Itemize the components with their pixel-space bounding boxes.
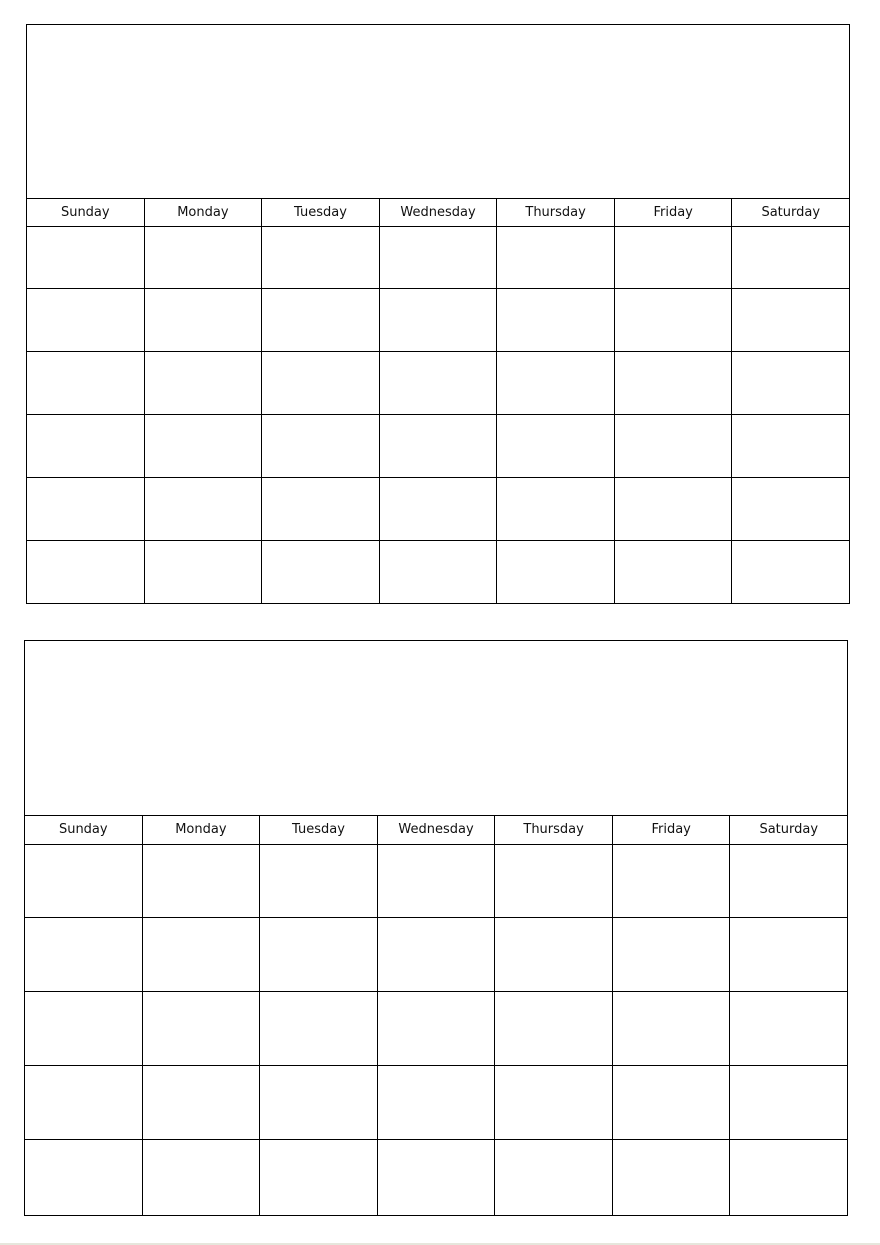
day-cell[interactable] <box>497 226 615 288</box>
day-cell[interactable] <box>732 415 849 477</box>
week-row <box>27 289 849 352</box>
weekday-wednesday: Wednesday <box>380 198 498 226</box>
day-cell[interactable] <box>730 1140 847 1215</box>
day-cell[interactable] <box>497 289 615 351</box>
day-cell[interactable] <box>260 992 378 1065</box>
calendar-2 <box>24 640 848 1216</box>
day-cell[interactable] <box>732 289 849 351</box>
day-cell[interactable] <box>262 415 380 477</box>
day-cell[interactable] <box>615 289 733 351</box>
day-cell[interactable] <box>613 1140 731 1215</box>
day-cell[interactable] <box>262 478 380 540</box>
day-cell[interactable] <box>145 289 263 351</box>
day-cell[interactable] <box>25 1140 143 1215</box>
day-cell[interactable] <box>260 844 378 917</box>
day-cell[interactable] <box>145 415 263 477</box>
day-cell[interactable] <box>732 226 849 288</box>
day-cell[interactable] <box>27 352 145 414</box>
day-cell[interactable] <box>145 541 263 603</box>
day-cell[interactable] <box>615 352 733 414</box>
day-cell[interactable] <box>27 289 145 351</box>
weekday-sunday: Sunday <box>27 198 145 226</box>
day-cell[interactable] <box>145 478 263 540</box>
day-cell[interactable] <box>380 541 498 603</box>
day-cell[interactable] <box>497 541 615 603</box>
day-cell[interactable] <box>495 844 613 917</box>
weekday-friday: Friday <box>613 815 731 844</box>
day-cell[interactable] <box>615 415 733 477</box>
day-cell[interactable] <box>495 1140 613 1215</box>
weekday-saturday: Saturday <box>761 204 821 220</box>
week-row <box>25 1140 847 1215</box>
day-cell[interactable] <box>615 478 733 540</box>
day-cell[interactable] <box>730 1066 847 1139</box>
weekday-wednesday: Wednesday <box>378 815 496 844</box>
weekday-saturday: Saturday <box>759 822 819 837</box>
weekday-tuesday: Tuesday <box>260 815 378 844</box>
weekday-tuesday: Tuesday <box>262 198 380 226</box>
day-cell[interactable] <box>380 226 498 288</box>
week-row <box>25 918 847 992</box>
day-cell[interactable] <box>730 992 847 1065</box>
day-cell[interactable] <box>495 918 613 991</box>
day-cell[interactable] <box>25 844 143 917</box>
day-cell[interactable] <box>732 541 849 603</box>
day-cell[interactable] <box>378 1140 496 1215</box>
day-cell[interactable] <box>615 541 733 603</box>
day-cell[interactable] <box>27 226 145 288</box>
day-cell[interactable] <box>145 226 263 288</box>
calendar-1 <box>26 24 850 604</box>
week-row <box>27 478 849 541</box>
week-row <box>27 415 849 478</box>
calendar-1-title-area[interactable] <box>27 25 849 199</box>
day-cell[interactable] <box>613 844 731 917</box>
day-cell[interactable] <box>615 226 733 288</box>
weekday-sunday: Sunday <box>25 815 143 844</box>
day-cell[interactable] <box>25 918 143 991</box>
day-cell[interactable] <box>380 415 498 477</box>
day-cell[interactable] <box>25 1066 143 1139</box>
week-row <box>27 226 849 289</box>
day-cell[interactable] <box>495 1066 613 1139</box>
day-cell[interactable] <box>613 918 731 991</box>
day-cell[interactable] <box>143 844 261 917</box>
day-cell[interactable] <box>613 1066 731 1139</box>
day-cell[interactable] <box>380 352 498 414</box>
day-cell[interactable] <box>378 844 496 917</box>
week-row <box>27 352 849 415</box>
week-row <box>25 1066 847 1140</box>
day-cell[interactable] <box>260 1140 378 1215</box>
week-row <box>27 541 849 603</box>
day-cell[interactable] <box>143 918 261 991</box>
day-cell[interactable] <box>732 478 849 540</box>
day-cell[interactable] <box>27 541 145 603</box>
calendar-2-weekday-header <box>25 815 847 845</box>
weekday-thursday: Thursday <box>495 815 613 844</box>
day-cell[interactable] <box>260 1066 378 1139</box>
day-cell[interactable] <box>260 918 378 991</box>
weekday-friday: Friday <box>615 198 733 226</box>
day-cell[interactable] <box>262 352 380 414</box>
week-row <box>25 844 847 918</box>
day-cell[interactable] <box>380 478 498 540</box>
day-cell[interactable] <box>497 478 615 540</box>
day-cell[interactable] <box>27 478 145 540</box>
day-cell[interactable] <box>262 541 380 603</box>
weekday-thursday: Thursday <box>497 198 615 226</box>
day-cell[interactable] <box>262 226 380 288</box>
day-cell[interactable] <box>378 918 496 991</box>
calendar-1-weekday-header <box>27 198 849 227</box>
day-cell[interactable] <box>378 992 496 1065</box>
day-cell[interactable] <box>613 992 731 1065</box>
day-cell[interactable] <box>143 1140 261 1215</box>
day-cell[interactable] <box>25 992 143 1065</box>
day-cell[interactable] <box>143 992 261 1065</box>
day-cell[interactable] <box>497 352 615 414</box>
day-cell[interactable] <box>380 289 498 351</box>
day-cell[interactable] <box>730 844 847 917</box>
weekday-monday: Monday <box>143 815 261 844</box>
week-row <box>25 992 847 1066</box>
day-cell[interactable] <box>378 1066 496 1139</box>
day-cell[interactable] <box>730 918 847 991</box>
weekday-monday: Monday <box>145 198 263 226</box>
day-cell[interactable] <box>143 1066 261 1139</box>
day-cell[interactable] <box>27 415 145 477</box>
day-cell[interactable] <box>495 992 613 1065</box>
day-cell[interactable] <box>145 352 263 414</box>
day-cell[interactable] <box>732 352 849 414</box>
calendar-2-title-area[interactable] <box>25 641 847 816</box>
day-cell[interactable] <box>262 289 380 351</box>
day-cell[interactable] <box>497 415 615 477</box>
